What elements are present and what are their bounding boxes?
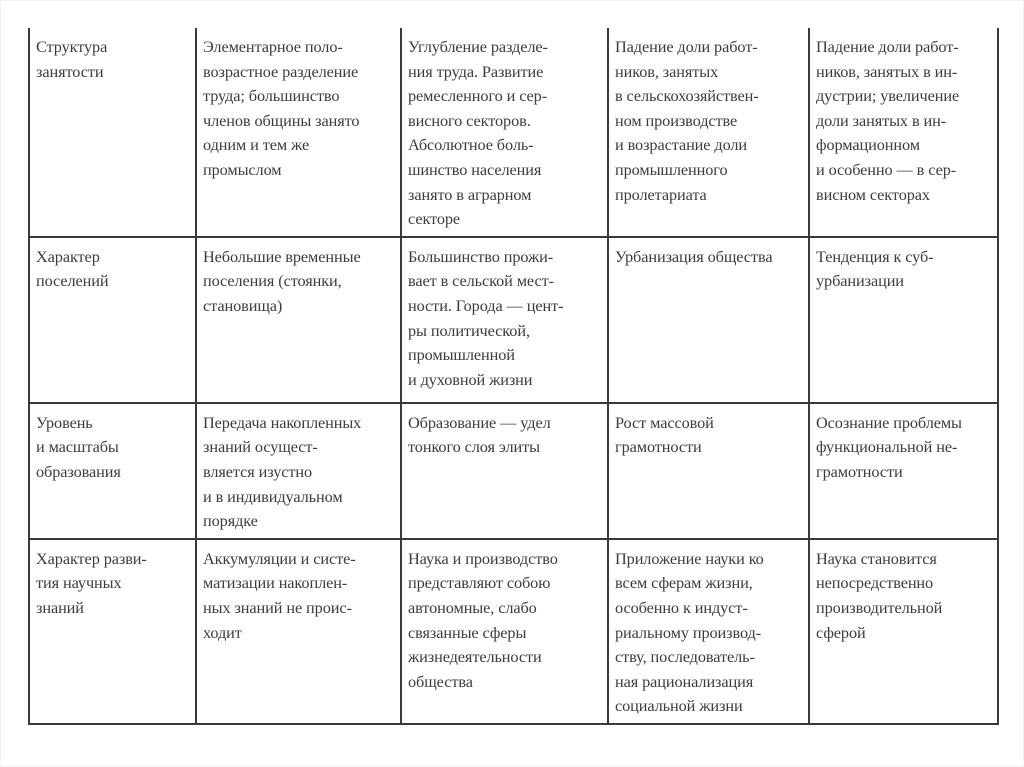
- row-label: Структура занятости: [29, 28, 196, 237]
- table-cell: Углубление разделе- ния труда. Развитие ремесленного и сер- висного секторов. Абсолютное боль- шинство населения занято в аграрном секторе: [401, 28, 608, 237]
- table-cell: Аккумуляции и систе- матизации накоплен- ных знаний не проис- ходит: [196, 539, 401, 724]
- table-row-settlements: [29, 237, 998, 403]
- table-cell: Падение доли работ- ников, занятых в ин- дустрии; увеличение доли занятых в ин- формационном и особенно — в сер- висном секторах: [809, 28, 998, 237]
- table-cell: Приложение науки ко всем сферам жизни, особенно к индуст- риальному производ- ству, последователь- ная рационализация социальной жизни: [608, 539, 809, 724]
- table-cell: Тенденция к суб- урбанизации: [809, 237, 998, 403]
- table-cell: Осознание проблемы функциональной не- грамотности: [809, 403, 998, 539]
- table-row-science: [29, 539, 998, 724]
- row-label: Уровень и масштабы образования: [29, 403, 196, 539]
- table-cell: Большинство прожи- вает в сельской мест- ности. Города — цент- ры политической, промышленной и духовной жизни: [401, 237, 608, 403]
- comparison-table: [28, 28, 999, 725]
- table-row-education: [29, 403, 998, 539]
- table-cell: Элементарное поло- возрастное разделение труда; большинство членов общины занято одним и тем же промыслом: [196, 28, 401, 237]
- table-cell: Наука и производство представляют собою автономные, слабо связанные сферы жизнедеятельности общества: [401, 539, 608, 724]
- table-cell: Небольшие временные поселения (стоянки, становища): [196, 237, 401, 403]
- table-cell: Передача накопленных знаний осущест- вляется изустно и в индивидуальном порядке: [196, 403, 401, 539]
- row-label: Характер разви- тия научных знаний: [29, 539, 196, 724]
- table-cell: Образование — удел тонкого слоя элиты: [401, 403, 608, 539]
- table-cell: Урбанизация общества: [608, 237, 809, 403]
- table-cell: Рост массовой грамотности: [608, 403, 809, 539]
- row-label: Характер поселений: [29, 237, 196, 403]
- table-cell: Наука становится непосредственно производительной сферой: [809, 539, 998, 724]
- table-cell: Падение доли работ- ников, занятых в сельскохозяйствен- ном производстве и возрастание доли промышленного пролетариата: [608, 28, 809, 237]
- table-row-employment-structure: [29, 28, 998, 237]
